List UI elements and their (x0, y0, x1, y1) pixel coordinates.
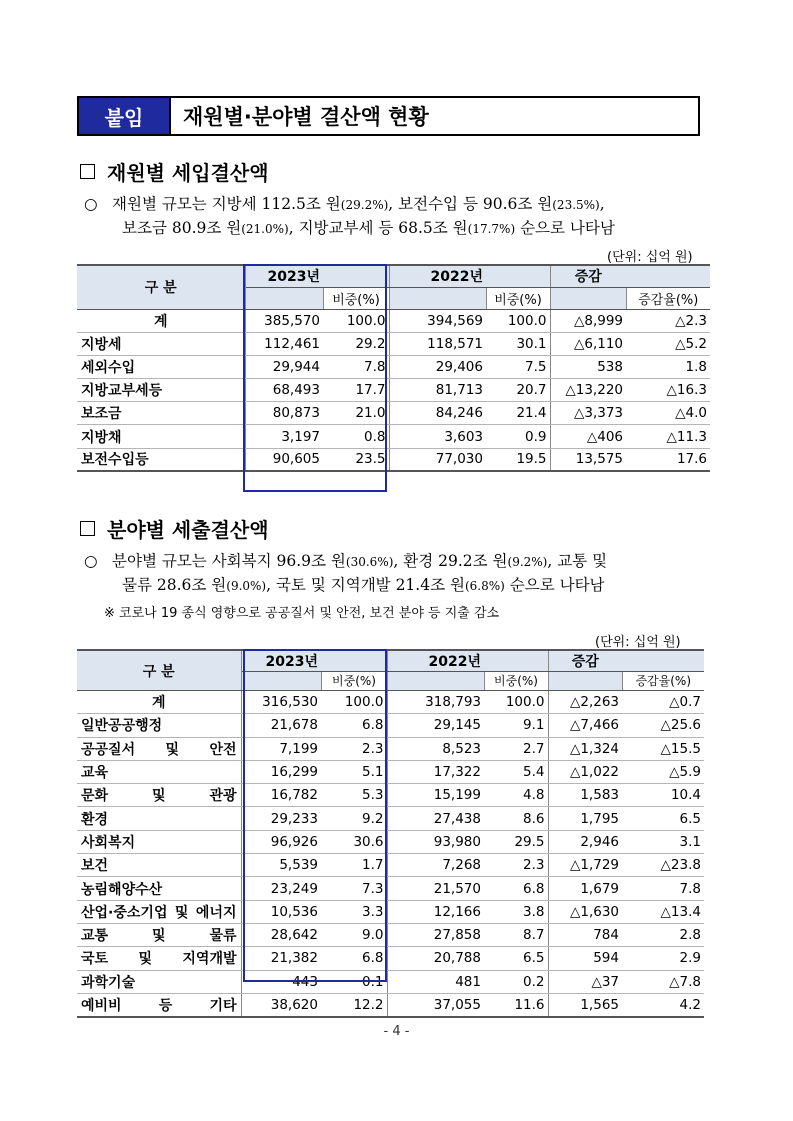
cell-change: 784 (548, 923, 622, 946)
cell-2023-value: 443 (241, 970, 321, 993)
cell-change: △13,220 (550, 379, 626, 402)
table-row (77, 332, 710, 355)
cell-rate: 4.2 (622, 993, 704, 1016)
row-label: 일반공공행정 (77, 714, 241, 737)
cell-2022-value: 318,793 (387, 691, 484, 714)
header-rate: 증감율(%) (622, 672, 704, 691)
table-row (77, 854, 704, 877)
table-row (77, 355, 710, 378)
cell-2022-share: 4.8 (484, 784, 548, 807)
cell-2022-share: 8.6 (484, 807, 548, 830)
text-run: , 지방교부세 등 68.5조 원 (288, 219, 468, 238)
bullet-circle-icon: ○ (84, 195, 98, 213)
page-title: 재원별·분야별 결산액 현황 (183, 105, 429, 129)
cell-2023-value: 21,678 (241, 714, 321, 737)
cell-change: 538 (550, 355, 626, 378)
table-row (77, 900, 704, 923)
cell-2023-share: 17.7 (323, 379, 389, 402)
cell-2023-value: 21,382 (241, 947, 321, 970)
cell-2022-share: 21.4 (486, 402, 550, 425)
cell-2022-share: 11.6 (484, 993, 548, 1016)
cell-2023-value: 80,873 (245, 402, 323, 425)
cell-2022-value: 20,788 (387, 947, 484, 970)
cell-2022-value: 17,322 (387, 760, 484, 783)
table-row (77, 947, 704, 970)
cell-2023-share: 5.3 (321, 784, 387, 807)
cell-change: △7,466 (548, 714, 622, 737)
header-2022: 2022년 (387, 650, 484, 672)
cell-rate: △25.6 (622, 714, 704, 737)
cell-rate: 1.8 (626, 355, 710, 378)
table-row (77, 379, 710, 402)
header-category: 구 분 (77, 650, 241, 691)
cell-change: △1,022 (548, 760, 622, 783)
table-row (77, 993, 704, 1016)
table-row (77, 923, 704, 946)
cell-2022-value: 118,571 (389, 332, 486, 355)
cell-2022-share: 6.8 (484, 877, 548, 900)
section1-heading (80, 157, 269, 186)
text-run: , 교통 및 (547, 552, 608, 570)
table-row (77, 784, 704, 807)
text-run: , (599, 195, 605, 213)
cell-2022-share: 7.5 (486, 355, 550, 378)
header-change: 증감 (550, 265, 626, 287)
section2-bullet-line2 (84, 573, 607, 597)
cell-2023-value: 316,530 (241, 691, 321, 714)
cell-rate: △4.0 (626, 402, 710, 425)
cell-2022-share: 100.0 (486, 309, 550, 332)
cell-change: △3,373 (550, 402, 626, 425)
cell-2023-value: 38,620 (241, 993, 321, 1016)
cell-rate: 10.4 (622, 784, 704, 807)
row-label: 사회복지 (77, 830, 241, 853)
table-row (77, 760, 704, 783)
table-row (77, 448, 710, 471)
row-label: 지방교부세등 (77, 379, 245, 402)
text-run: (30.6%) (345, 555, 394, 569)
table-row (77, 425, 710, 448)
section1-bullet (84, 192, 615, 240)
cell-rate: 6.5 (622, 807, 704, 830)
row-label: 계 (77, 309, 245, 332)
cell-2022-value: 8,523 (387, 737, 484, 760)
cell-2023-share: 6.8 (321, 947, 387, 970)
cell-2023-value: 29,944 (245, 355, 323, 378)
text-run: (9.2%) (507, 555, 548, 569)
cell-change: △1,729 (548, 854, 622, 877)
cell-2023-share: 0.1 (321, 970, 387, 993)
cell-2022-value: 37,055 (387, 993, 484, 1016)
cell-rate: △7.8 (622, 970, 704, 993)
cell-2022-share: 100.0 (484, 691, 548, 714)
cell-2022-share: 8.7 (484, 923, 548, 946)
row-label: 지방세 (77, 332, 245, 355)
cell-change: 13,575 (550, 448, 626, 471)
cell-2022-value: 29,145 (387, 714, 484, 737)
row-label: 보전수입등 (77, 448, 245, 471)
cell-2023-value: 90,605 (245, 448, 323, 471)
cell-2023-value: 96,926 (241, 830, 321, 853)
cell-2022-value: 7,268 (387, 854, 484, 877)
section1-heading-text: 재원별 세입결산액 (107, 161, 269, 185)
text-run: (9.0%) (226, 579, 267, 594)
cell-2022-value: 29,406 (389, 355, 486, 378)
row-label: 문화 및 관광 (77, 784, 241, 807)
cell-2022-share: 3.8 (484, 900, 548, 923)
cell-change: 594 (548, 947, 622, 970)
cell-rate: △2.3 (626, 309, 710, 332)
row-label: 계 (77, 691, 241, 714)
cell-2023-share: 7.3 (321, 877, 387, 900)
cell-2022-share: 19.5 (486, 448, 550, 471)
text-run: (21.0%) (241, 222, 289, 237)
cell-rate: △5.9 (622, 760, 704, 783)
cell-2022-value: 27,858 (387, 923, 484, 946)
text-run: 보조금 80.9조 원 (122, 219, 242, 238)
cell-rate: △13.4 (622, 900, 704, 923)
cell-rate: 17.6 (626, 448, 710, 471)
cell-2023-value: 68,493 (245, 379, 323, 402)
text-run: , 환경 29.2조 원 (393, 552, 508, 570)
row-label: 공공질서 및 안전 (77, 737, 241, 760)
section2-heading (80, 514, 269, 543)
page-number: - 4 - (383, 1024, 410, 1039)
text-run: 순으로 나타남 (515, 219, 615, 238)
cell-rate: △16.3 (626, 379, 710, 402)
cell-change: △1,324 (548, 737, 622, 760)
cell-2022-share: 5.4 (484, 760, 548, 783)
row-label: 농림해양수산 (77, 877, 241, 900)
cell-2022-share: 6.5 (484, 947, 548, 970)
table-row (77, 714, 704, 737)
table-row (77, 877, 704, 900)
row-label: 보건 (77, 854, 241, 877)
cell-2022-share: 2.7 (484, 737, 548, 760)
text-run: 물류 28.6조 원 (122, 576, 227, 595)
cell-rate: 3.1 (622, 830, 704, 853)
text-run: , 국토 및 지역개발 21.4조 원 (266, 576, 465, 595)
text-run: (6.8%) (464, 579, 505, 594)
table-row (77, 309, 710, 332)
checkbox-square-icon (80, 521, 95, 536)
text-run: (17.7%) (467, 222, 516, 237)
table-row (77, 830, 704, 853)
cell-2023-share: 3.3 (321, 900, 387, 923)
table1-unit: (단위: 십억 원) (607, 250, 693, 265)
cell-2022-share: 9.1 (484, 714, 548, 737)
text-run: , 보전수입 등 90.6조 원 (388, 195, 553, 213)
cell-2022-share: 29.5 (484, 830, 548, 853)
header-share-2023: 비중(%) (323, 287, 389, 309)
header-rate: 증감율(%) (626, 287, 710, 309)
cell-change: △1,630 (548, 900, 622, 923)
cell-2022-value: 394,569 (389, 309, 486, 332)
header-category: 구 분 (77, 265, 245, 309)
cell-2023-share: 1.7 (321, 854, 387, 877)
section1-bullet-line1 (112, 195, 605, 213)
row-label: 국토 및 지역개발 (77, 947, 241, 970)
cell-2022-value: 15,199 (387, 784, 484, 807)
table-row (77, 402, 710, 425)
section2-note: ※ 코로나 19 종식 영향으로 공공질서 및 안전, 보건 분야 등 지출 감소 (104, 606, 500, 621)
cell-rate: △11.3 (626, 425, 710, 448)
cell-2023-share: 12.2 (321, 993, 387, 1016)
row-label: 교통 및 물류 (77, 923, 241, 946)
header-share-2023: 비중(%) (321, 672, 387, 691)
cell-2023-value: 23,249 (241, 877, 321, 900)
row-label: 교육 (77, 760, 241, 783)
cell-change: 1,679 (548, 877, 622, 900)
section2-heading-text: 분야별 세출결산액 (107, 518, 269, 542)
row-label: 예비비 등 기타 (77, 993, 241, 1016)
cell-change: △6,110 (550, 332, 626, 355)
header-share-2022: 비중(%) (486, 287, 550, 309)
cell-2022-value: 81,713 (389, 379, 486, 402)
cell-2023-share: 6.8 (321, 714, 387, 737)
row-label: 산업·중소기업 및 에너지 (77, 900, 241, 923)
table-row (77, 970, 704, 993)
section2-bullet (84, 549, 607, 597)
cell-change: △37 (548, 970, 622, 993)
expenditure-table (77, 649, 704, 1018)
header-2023: 2023년 (241, 650, 321, 672)
cell-change: 1,565 (548, 993, 622, 1016)
cell-2023-share: 30.6 (321, 830, 387, 853)
header-change: 증감 (548, 650, 622, 672)
cell-rate: △15.5 (622, 737, 704, 760)
cell-change: △2,263 (548, 691, 622, 714)
text-run: (23.5%) (552, 198, 600, 212)
cell-2023-value: 16,782 (241, 784, 321, 807)
row-label: 세외수입 (77, 355, 245, 378)
bullet-circle-icon: ○ (84, 552, 98, 570)
cell-2023-share: 9.0 (321, 923, 387, 946)
cell-2023-value: 3,197 (245, 425, 323, 448)
cell-rate: △23.8 (622, 854, 704, 877)
cell-2023-share: 9.2 (321, 807, 387, 830)
cell-2022-value: 481 (387, 970, 484, 993)
text-run: 분야별 규모는 사회복지 96.9조 원 (112, 552, 346, 570)
cell-2023-value: 7,199 (241, 737, 321, 760)
cell-2023-value: 28,642 (241, 923, 321, 946)
table2-unit: (단위: 십억 원) (595, 635, 681, 650)
cell-2023-share: 21.0 (323, 402, 389, 425)
cell-change: △8,999 (550, 309, 626, 332)
table-row (77, 691, 704, 714)
row-label: 지방채 (77, 425, 245, 448)
cell-change: △406 (550, 425, 626, 448)
checkbox-square-icon (80, 164, 95, 179)
cell-2023-value: 5,539 (241, 854, 321, 877)
cell-2022-share: 2.3 (484, 854, 548, 877)
title-tag: 붙임 (79, 98, 171, 134)
cell-2022-share: 20.7 (486, 379, 550, 402)
row-label: 보조금 (77, 402, 245, 425)
cell-2023-share: 100.0 (321, 691, 387, 714)
cell-2023-share: 7.8 (323, 355, 389, 378)
cell-2022-value: 3,603 (389, 425, 486, 448)
header-2023: 2023년 (245, 265, 323, 287)
cell-rate: △0.7 (622, 691, 704, 714)
header-2022: 2022년 (389, 265, 486, 287)
table-row (77, 807, 704, 830)
row-label: 환경 (77, 807, 241, 830)
cell-2023-value: 16,299 (241, 760, 321, 783)
section2-bullet-line1 (112, 552, 607, 570)
cell-2022-value: 77,030 (389, 448, 486, 471)
cell-2023-value: 10,536 (241, 900, 321, 923)
section1-bullet-line2 (84, 216, 615, 240)
text-run: (29.2%) (340, 198, 389, 212)
cell-2023-share: 100.0 (323, 309, 389, 332)
cell-2023-value: 112,461 (245, 332, 323, 355)
row-label: 과학기술 (77, 970, 241, 993)
cell-2023-share: 2.3 (321, 737, 387, 760)
cell-rate: 2.8 (622, 923, 704, 946)
cell-2022-value: 93,980 (387, 830, 484, 853)
text-run: 순으로 나타남 (504, 576, 605, 595)
cell-2022-value: 27,438 (387, 807, 484, 830)
cell-2022-value: 84,246 (389, 402, 486, 425)
cell-rate: 7.8 (622, 877, 704, 900)
cell-rate: 2.9 (622, 947, 704, 970)
cell-2023-share: 29.2 (323, 332, 389, 355)
table-row (77, 737, 704, 760)
cell-2023-share: 23.5 (323, 448, 389, 471)
cell-2022-share: 0.2 (484, 970, 548, 993)
title-bar (77, 96, 700, 136)
revenue-table (77, 264, 710, 472)
cell-2022-value: 12,166 (387, 900, 484, 923)
cell-2022-share: 0.9 (486, 425, 550, 448)
cell-2023-value: 385,570 (245, 309, 323, 332)
cell-2022-value: 21,570 (387, 877, 484, 900)
cell-2023-value: 29,233 (241, 807, 321, 830)
cell-2023-share: 5.1 (321, 760, 387, 783)
header-share-2022: 비중(%) (484, 672, 548, 691)
cell-change: 1,795 (548, 807, 622, 830)
cell-change: 2,946 (548, 830, 622, 853)
cell-2022-share: 30.1 (486, 332, 550, 355)
cell-rate: △5.2 (626, 332, 710, 355)
text-run: 재원별 규모는 지방세 112.5조 원 (112, 195, 341, 213)
cell-change: 1,583 (548, 784, 622, 807)
cell-2023-share: 0.8 (323, 425, 389, 448)
